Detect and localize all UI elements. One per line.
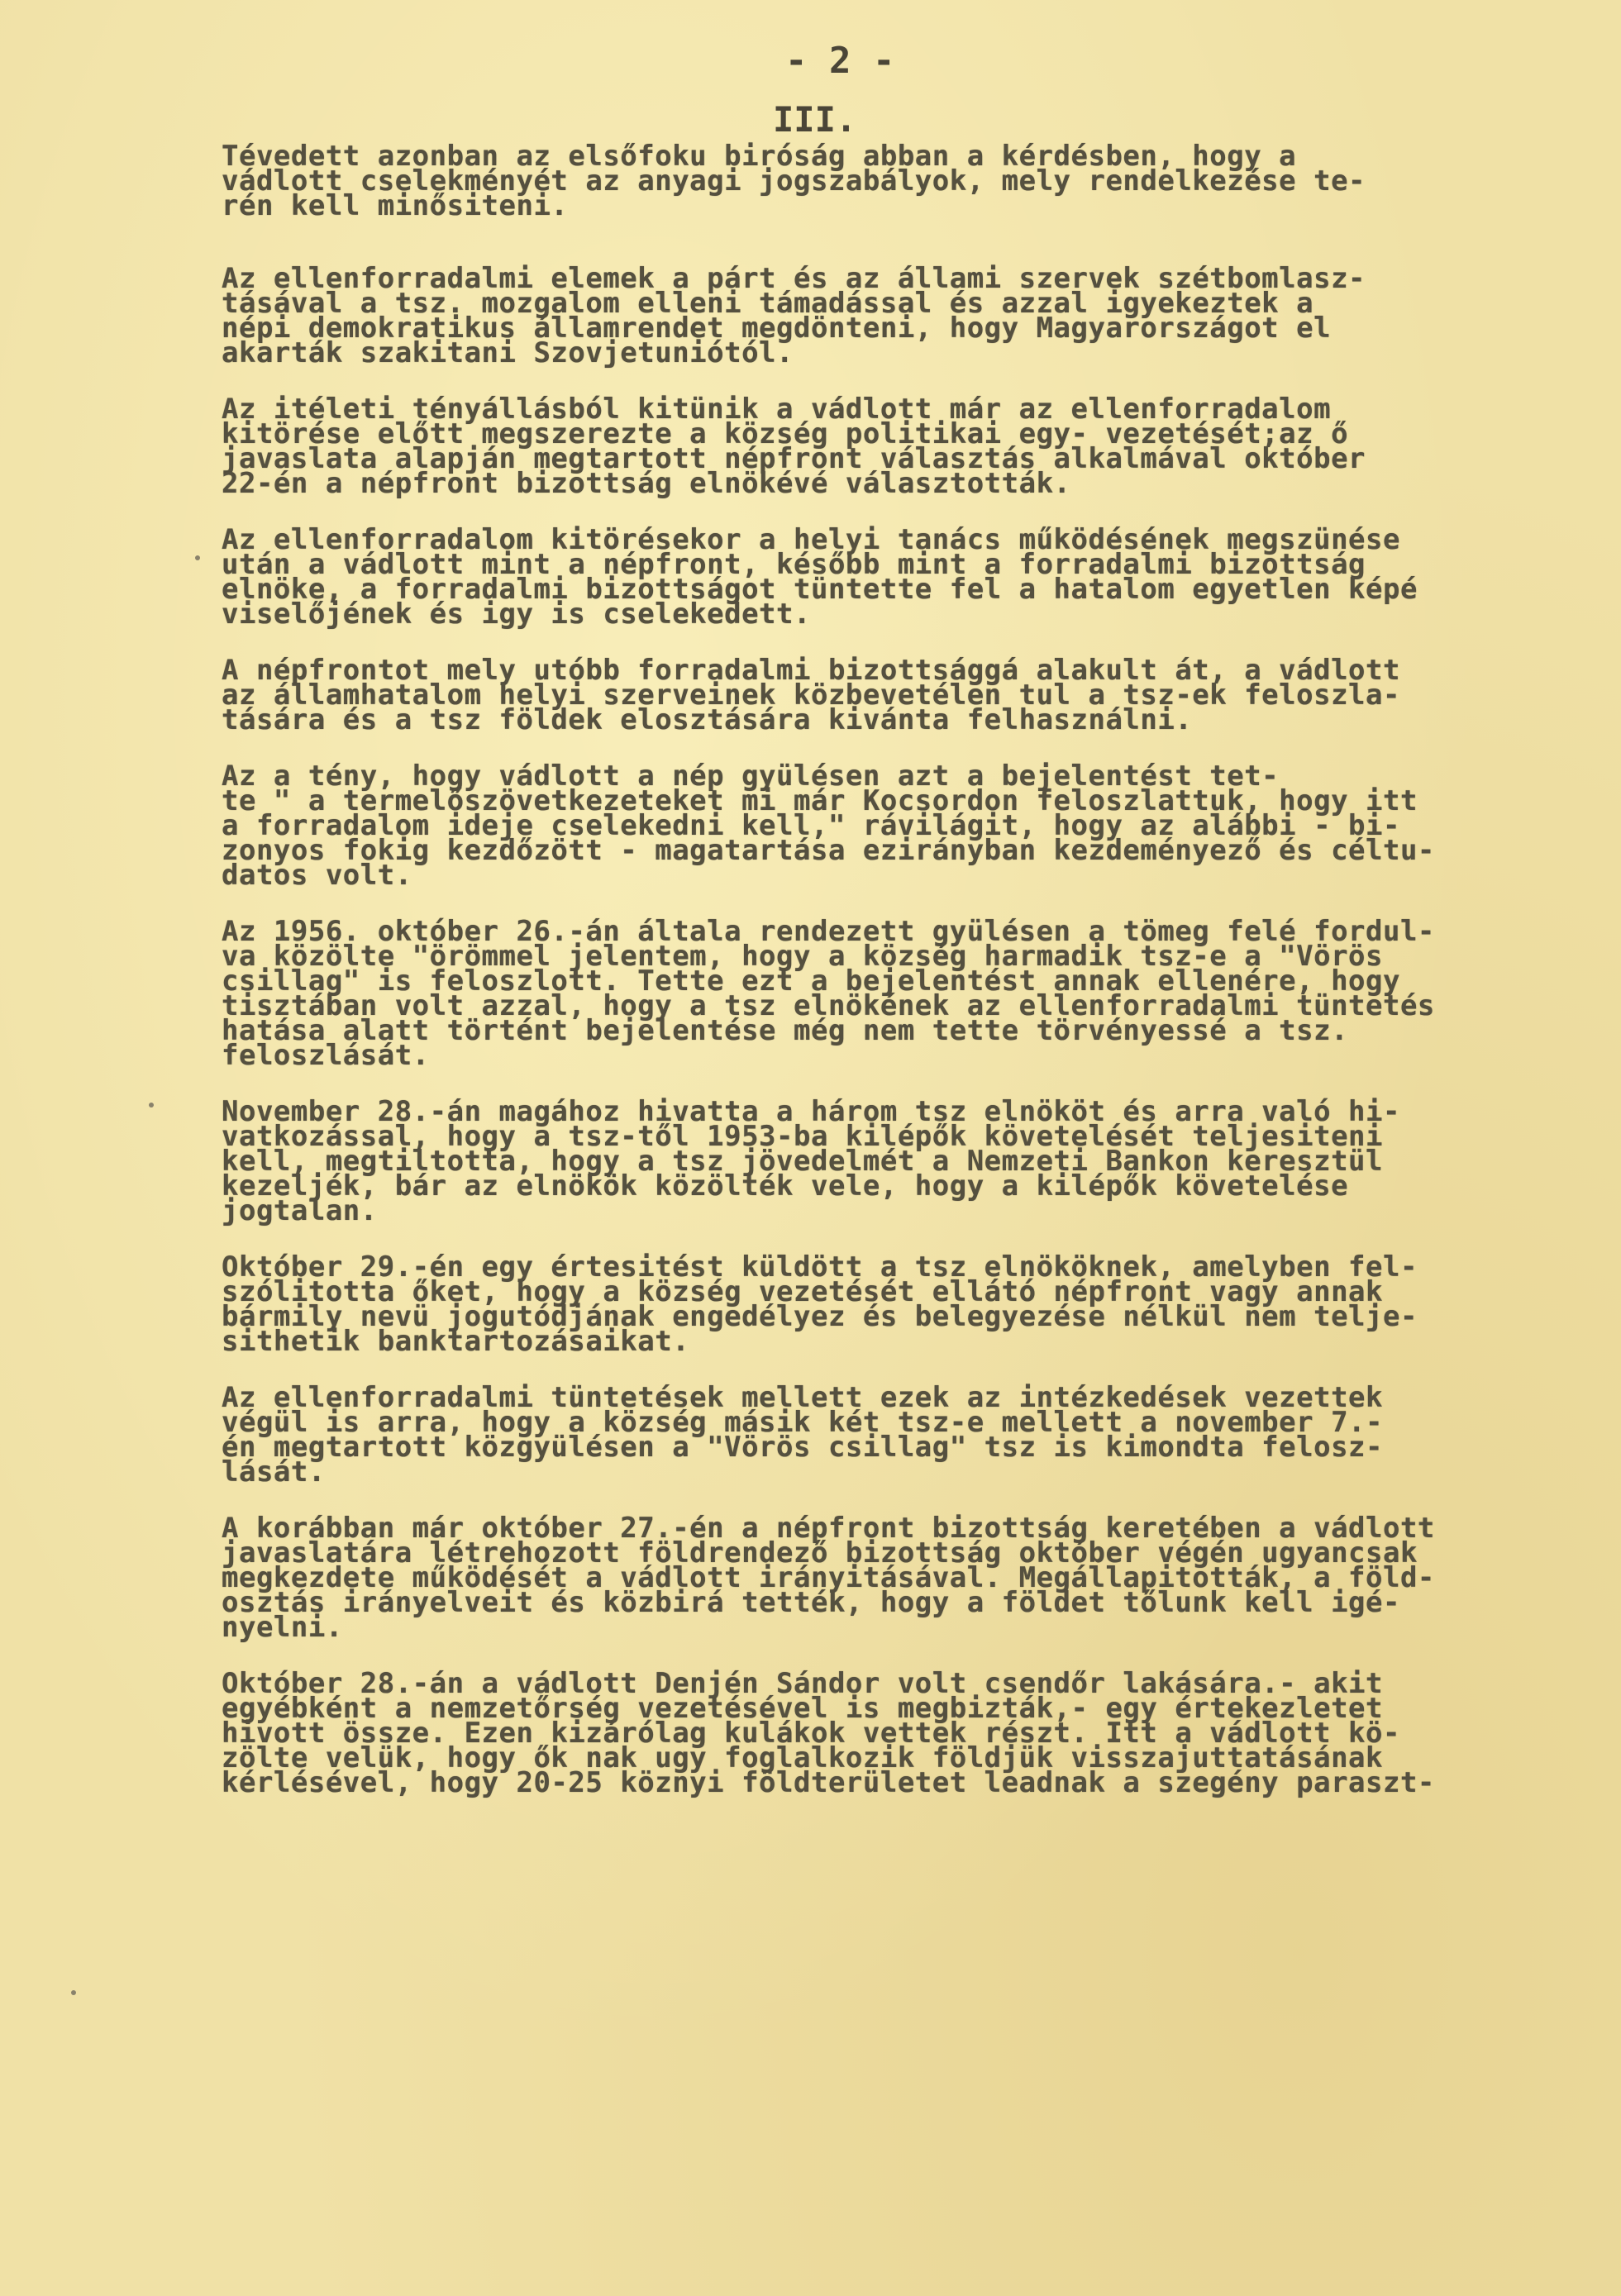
- paragraph: [222, 1381, 1610, 1489]
- text-line: tisztában volt azzal, hogy a tsz elnökének az ellenforradalmi tüntetés: [222, 989, 1435, 1022]
- text-line: szólitotta őket, hogy a község vezetését ellátó népfront vagy annak: [222, 1275, 1383, 1308]
- text-line: egyébként a nemzetőrség vezetésével is megbizták,- egy értekezletet: [222, 1692, 1383, 1725]
- text-line: végül is arra, hogy a község másik két tsz-e mellett a november 7.-: [222, 1406, 1383, 1439]
- text-line: Tévedett azonban az elsőfoku biróság abban a kérdésben, hogy a: [222, 140, 1297, 173]
- paragraph: [222, 1667, 1610, 1799]
- text-line: zonyos fokig kezdőzött - magatartása ezirányban kezdeményező és céltu-: [222, 834, 1435, 867]
- margin-mark: [149, 1103, 154, 1108]
- text-line: A korábban már október 27.-én a népfront bizottság keretében a vádlott: [222, 1512, 1435, 1545]
- text-line: javaslata alapján megtartott népfront választás alkalmával október: [222, 442, 1366, 475]
- text-line: Október 29.-én egy értesitést küldött a tsz elnököknek, amelyben fel-: [222, 1250, 1418, 1284]
- text-line: November 28.-án magához hivatta a három tsz elnököt és arra való hi-: [222, 1095, 1400, 1128]
- text-line: Az a tény, hogy vádlott a nép gyülésen azt a bejelentést tet-: [222, 760, 1280, 793]
- text-line: az államhatalom helyi szerveinek közbevetélen tul a tsz-ek feloszla-: [222, 679, 1400, 712]
- margin-mark: [195, 555, 200, 560]
- paragraph: [222, 654, 1610, 736]
- text-line: kezeljék, bár az elnökök közölték vele, hogy a kilépők követelése: [222, 1169, 1349, 1203]
- text-line: va közölte "örömmel jelentem, hogy a község harmadik tsz-e a "Vörös: [222, 940, 1383, 973]
- text-line: népi demokratikus államrendet megdönteni, hogy Magyarországot el: [222, 312, 1332, 345]
- paragraph: [222, 262, 1610, 369]
- text-line: Az ellenforradalom kitörésekor a helyi tanács működésének megszünése: [222, 523, 1400, 556]
- paragraph: [222, 1095, 1610, 1227]
- text-line: vatkozással, hogy a tsz-től 1953-ba kilépők követelését teljesiteni: [222, 1120, 1383, 1153]
- text-line: osztás irányelveit és közbirá tették, hogy a földet tőlunk kell igé-: [222, 1586, 1400, 1619]
- paragraph: [222, 393, 1610, 500]
- text-line: sithetik banktartozásaikat.: [222, 1325, 690, 1358]
- typewritten-body: [222, 140, 1610, 1827]
- text-line: vádlott cselekményét az anyagi jogszabályok, mely rendelkezése te-: [222, 164, 1366, 198]
- text-line: akarták szakitani Szovjetuniótól.: [222, 336, 794, 369]
- text-line: után a vádlott mint a népfront, később mint a forradalmi bizottság: [222, 548, 1366, 581]
- text-line: te " a termelőszövetkezeteket mi már Kocsordon feloszlattuk, hogy itt: [222, 784, 1418, 817]
- text-line: Az ellenforradalmi elemek a párt és az állami szervek szétbomlasz-: [222, 262, 1366, 295]
- text-line: elnöke, a forradalmi bizottságot tüntette fel a hatalom egyetlen képé: [222, 573, 1418, 606]
- text-line: kérlésével, hogy 20-25 köznyi földterületet leadnak a szegény paraszt-: [222, 1766, 1435, 1799]
- text-line: javaslatára létrehozott földrendező bizottság október végén ugyancsak: [222, 1536, 1418, 1570]
- text-line: hatása alatt történt bejelentése még nem tette törvényessé a tsz.: [222, 1014, 1349, 1047]
- page-number: - 2 -: [785, 40, 895, 82]
- paragraph: [222, 1512, 1610, 1644]
- text-line: én megtartott közgyülésen a "Vörös csillag" tsz is kimondta felosz-: [222, 1431, 1383, 1464]
- text-line: Október 28.-án a vádlott Denjén Sándor volt csendőr lakására.- akit: [222, 1667, 1383, 1700]
- text-line: nyelni.: [222, 1611, 343, 1644]
- section-numeral: III.: [773, 99, 857, 140]
- text-line: rén kell minősiteni.: [222, 189, 569, 222]
- text-line: a forradalom ideje cselekedni kell," rávilágit, hogy az alábbi - bi-: [222, 809, 1400, 842]
- text-line: csillag" is feloszlott. Tette ezt a bejelentést annak ellenére, hogy: [222, 965, 1400, 998]
- text-line: Az ellenforradalmi tüntetések mellett ezek az intézkedések vezettek: [222, 1381, 1383, 1414]
- paragraph: [222, 760, 1610, 892]
- text-line: Az 1956. október 26.-án általa rendezett gyülésen a tömeg felé fordul-: [222, 915, 1435, 948]
- text-line: lását.: [222, 1455, 326, 1489]
- text-line: feloszlását.: [222, 1039, 430, 1072]
- text-line: 22-én a népfront bizottság elnökévé választották.: [222, 467, 1071, 500]
- text-line: hivott össze. Ezen kizárólag kulákok vettek részt. Itt a vádlott kö-: [222, 1717, 1400, 1750]
- paragraph: [222, 1250, 1610, 1358]
- text-line: zölte velük, hogy ők nak ugy foglalkozik földjük visszajuttatásának: [222, 1741, 1383, 1774]
- text-line: Az itéleti tényállásból kitünik a vádlott már az ellenforradalom: [222, 393, 1332, 426]
- text-line: kell, megtiltotta, hogy a tsz jövedelmét a Nemzeti Bankon keresztül: [222, 1145, 1383, 1178]
- text-line: A népfrontot mely utóbb forradalmi bizottsággá alakult át, a vádlott: [222, 654, 1400, 687]
- text-line: bármily nevü jogutódjának engedélyez és belegyezése nélkül nem telje-: [222, 1300, 1418, 1333]
- text-line: jogtalan.: [222, 1194, 378, 1227]
- text-line: viselőjének és igy is cselekedett.: [222, 598, 811, 631]
- text-line: tásával a tsz. mozgalom elleni támadással és azzal igyekeztek a: [222, 287, 1314, 320]
- paragraph: [222, 523, 1610, 631]
- text-line: megkezdete működését a vádlott irányitásával. Megállapitották, a föld-: [222, 1561, 1435, 1594]
- text-line: tására és a tsz földek elosztására kivánta felhasználni.: [222, 703, 1193, 736]
- paragraph: [222, 915, 1610, 1072]
- text-line: kitörése előtt megszerezte a község politikai egy- vezetését;az ő: [222, 417, 1349, 450]
- text-line: datos volt.: [222, 859, 412, 892]
- margin-mark: [71, 1990, 76, 1995]
- paragraph: [222, 140, 1610, 222]
